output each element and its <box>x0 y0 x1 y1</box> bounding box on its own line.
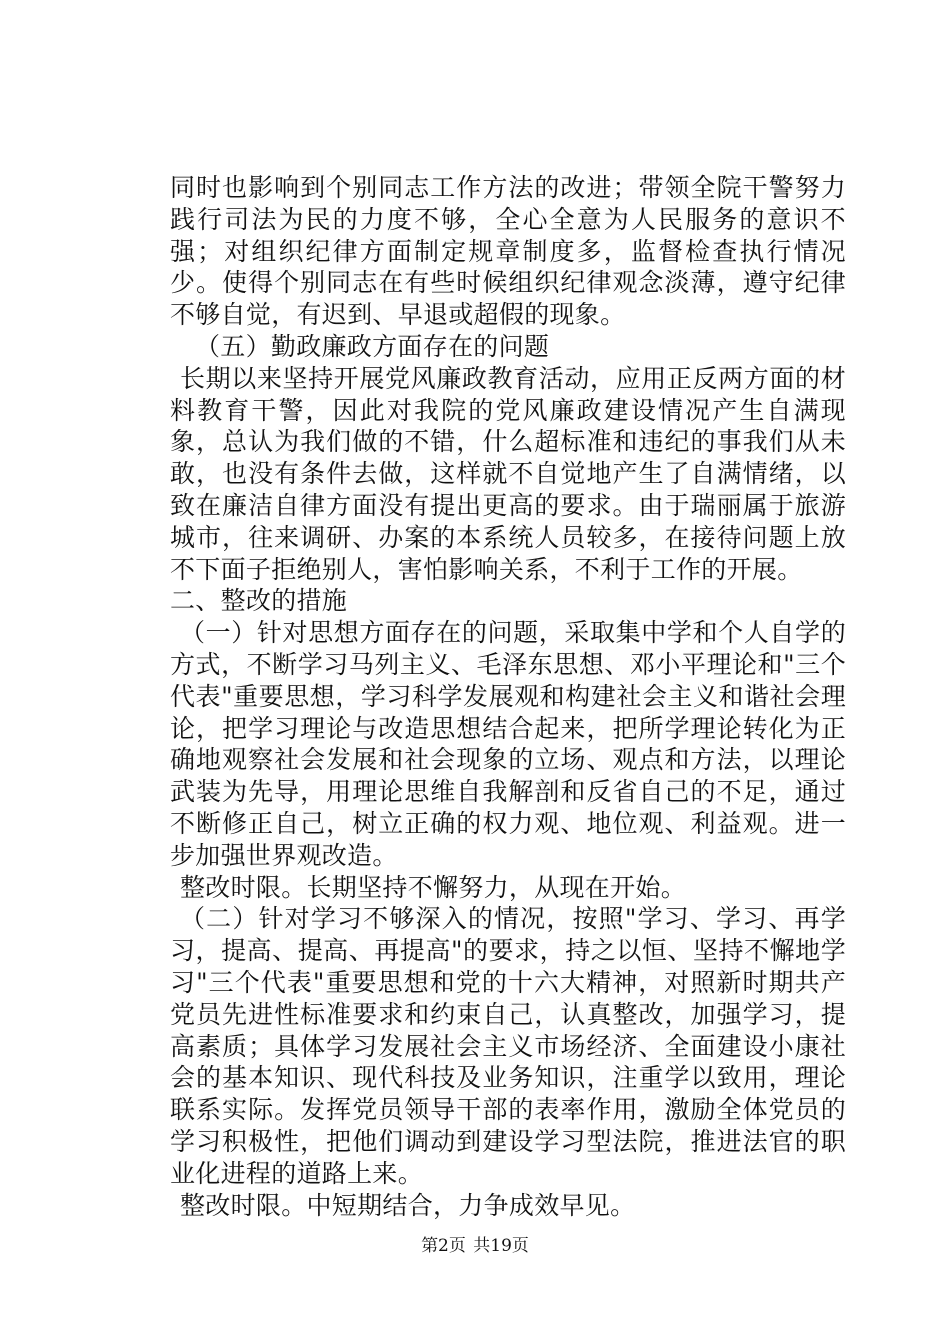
paragraph-measure-one: （一）针对思想方面存在的问题，采取集中学和个人自学的方式，不断学习马列主义、毛泽东思想、邓小平理论和"三个代表"重要思想，学习科学发展观和构建社会主义和谐社会理论，把学习理论与改造思想结合起来，把所学理论转化为正确地观察社会发展和社会现象的立场、观点和方法，以理论武装为先导，用理论思维自我解剖和反省自己的不足，通过不断修正自己，树立正确的权力观、地位观、利益观。进一步加强世界观改造。 <box>170 618 846 870</box>
document-body <box>170 172 846 1221</box>
paragraph-integrity-issues: 长期以来坚持开展党风廉政教育活动，应用正反两方面的材料教育干警，因此对我院的党风廉政建设情况产生自满现象，总认为我们做的不错，什么超标准和违纪的事我们从未敢，也没有条件去做，这样就不自觉地产生了自满情绪，以致在廉洁自律方面没有提出更高的要求。由于瑞丽属于旅游城市，往来调研、办案的本系统人员较多，在接待问题上放不下面子拒绝别人，害怕影响关系，不利于工作的开展。 <box>170 363 846 584</box>
paragraph-deadline-two: 整改时限。中短期结合，力争成效早见。 <box>180 1190 636 1220</box>
page-number: 第2页 <box>421 1236 466 1256</box>
paragraph-continuation: 同时也影响到个别同志工作方法的改进；带领全院干警努力践行司法为民的力度不够，全心全意为人民服务的意识不强；对组织纪律方面制定规章制度多，监督检查执行情况少。使得个别同志在有些时候组织纪律观念淡薄，遵守纪律不够自觉，有迟到、早退或超假的现象。 <box>170 173 846 330</box>
paragraph-measure-two: （二）针对学习不够深入的情况，按照"学习、学习、再学习，提高、提高、再提高"的要求，持之以恒、坚持不懈地学习"三个代表"重要思想和党的十六大精神，对照新时期共产党员先进性标准要求和约束自己，认真整改，加强学习，提高素质；具体学习发展社会主义市场经济、全面建设小康社会的基本知识、现代科技及业务知识，注重学以致用，理论联系实际。发挥党员领导干部的表率作用，激励全体党员的学习积极性，把他们调动到建设学习型法院，推进法官的职业化进程的道路上来。 <box>170 904 846 1188</box>
page-footer <box>0 1235 950 1257</box>
section-heading-measures: 二、整改的措施 <box>170 586 348 616</box>
paragraph-deadline-one: 整改时限。长期坚持不懈努力，从现在开始。 <box>180 872 687 902</box>
page-total: 共19页 <box>473 1236 529 1256</box>
section-heading-five: （五）勤政廉政方面存在的问题 <box>195 331 550 361</box>
